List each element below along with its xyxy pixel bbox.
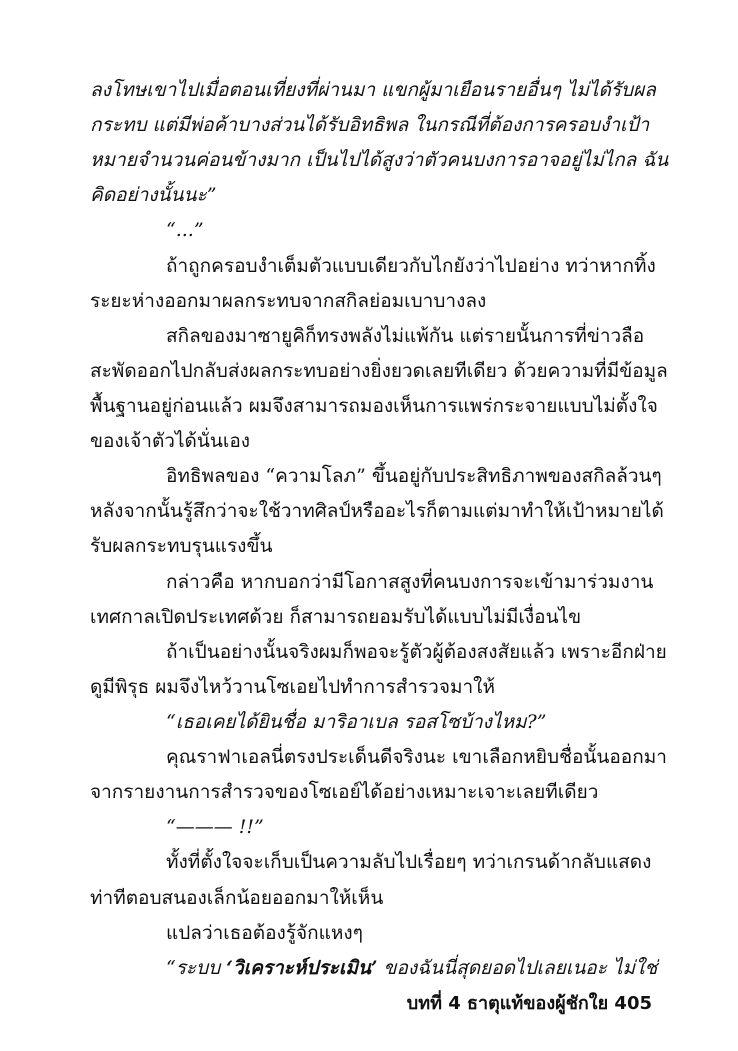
text-line: จากรายงานการสำรวจของโซเอย์ได้อย่างเหมาะเจาะเลยทีเดียว <box>90 781 599 803</box>
text-line: สะพัดออกไปกลับส่งผลกระทบอย่างยิ่งยวดเลยทีเดียว ด้วยความที่มีข้อมูล <box>90 360 668 382</box>
quote-emphasis: ‘วิเคราะห์ประเมิน’ <box>226 957 378 979</box>
text-line: “——— !!” <box>166 816 264 838</box>
text-line: อิทธิพลของ “ความโลภ” ขึ้นอยู่กับประสิทธิภาพของสกิลล้วนๆ <box>166 465 662 487</box>
text-line: เทศกาลเปิดประเทศด้วย ก็สามารถยอมรับได้แบบไม่มีเงื่อนไข <box>90 606 582 628</box>
text-line: สกิลของมาซายูคิก็ทรงพลังไม่แพ้กัน แต่รายนั้นการที่ข่าวลือ <box>166 325 645 347</box>
text-line: พื้นฐานอยู่ก่อนแล้ว ผมจึงสามารถมองเห็นการแพร่กระจายแบบไม่ตั้งใจ <box>90 395 658 417</box>
text-line: “เธอเคยได้ยินชื่อ มาริอาเบล รอสโซบ้างไหม?” <box>166 711 547 733</box>
text-line: ทั้งที่ตั้งใจจะเก็บเป็นความลับไปเรื่อยๆ ทว่าเกรนด้ากลับแสดง <box>166 851 652 873</box>
text-line: “...” <box>166 219 204 241</box>
quote-rest: ของฉันนี่สุดยอดไปเลยเนอะ ไม่ใช่ <box>377 957 658 979</box>
text-line: หลังจากนั้นรู้สึกว่าจะใช้วาทศิลป์หรืออะไรก็ตามแต่มาทำให้เป้าหมายได้ <box>90 500 664 522</box>
text-line: คิดอย่างนั้นนะ” <box>90 184 217 206</box>
text-line: หมายจำนวนค่อนข้างมาก เป็นไปได้สูงว่าตัวคนบงการอาจอยู่ไม่ไกล ฉัน <box>90 149 669 171</box>
text-line: กระทบ แต่มีพ่อค้าบางส่วนได้รับอิทธิพล ในกรณีที่ต้องการครอบงำเป้า <box>90 114 650 136</box>
text-line: ระยะห่างออกมาผลกระทบจากสกิลย่อมเบาบางลง <box>90 290 487 312</box>
text-line: ลงโทษเขาไปเมื่อตอนเที่ยงที่ผ่านมา แขกผู้มาเยือนรายอื่นๆ ไม่ได้รับผล <box>90 79 656 101</box>
text-line: กล่าวคือ หากบอกว่ามีโอกาสสูงที่คนบงการจะเข้ามาร่วมงาน <box>166 571 654 593</box>
text-line: คุณราฟาเอลนี่ตรงประเด็นดีจริงนะ เขาเลือกหยิบชื่อนั้นออกมา <box>166 746 667 768</box>
text-line-last <box>166 952 657 984</box>
text-line: ท่าทีตอบสนองเล็กน้อยออกมาให้เห็น <box>90 887 384 909</box>
book-page <box>90 74 669 1014</box>
page-footer: บทที่ 4 ธาตุแท้ของผู้ชักใย 405 <box>406 993 652 1014</box>
text-line: แปลว่าเธอต้องรู้จักแหงๆ <box>166 922 363 944</box>
text-line: ดูมีพิรุธ ผมจึงไหว้วานโซเอยไปทำการสำรวจมาให้ <box>90 676 495 698</box>
text-line: ถ้าเป็นอย่างนั้นจริงผมก็พอจะรู้ตัวผู้ต้องสงสัยแล้ว เพราะอีกฝ่าย <box>166 641 667 663</box>
text-line: ของเจ้าตัวได้นั่นเอง <box>90 430 251 452</box>
quote-open: “ระบบ <box>166 957 227 979</box>
text-line: ถ้าถูกครอบงำเต็มตัวแบบเดียวกับไกยังว่าไปอย่าง ทว่าหากทิ้ง <box>166 255 656 277</box>
text-line: รับผลกระทบรุนแรงขึ้น <box>90 535 273 557</box>
